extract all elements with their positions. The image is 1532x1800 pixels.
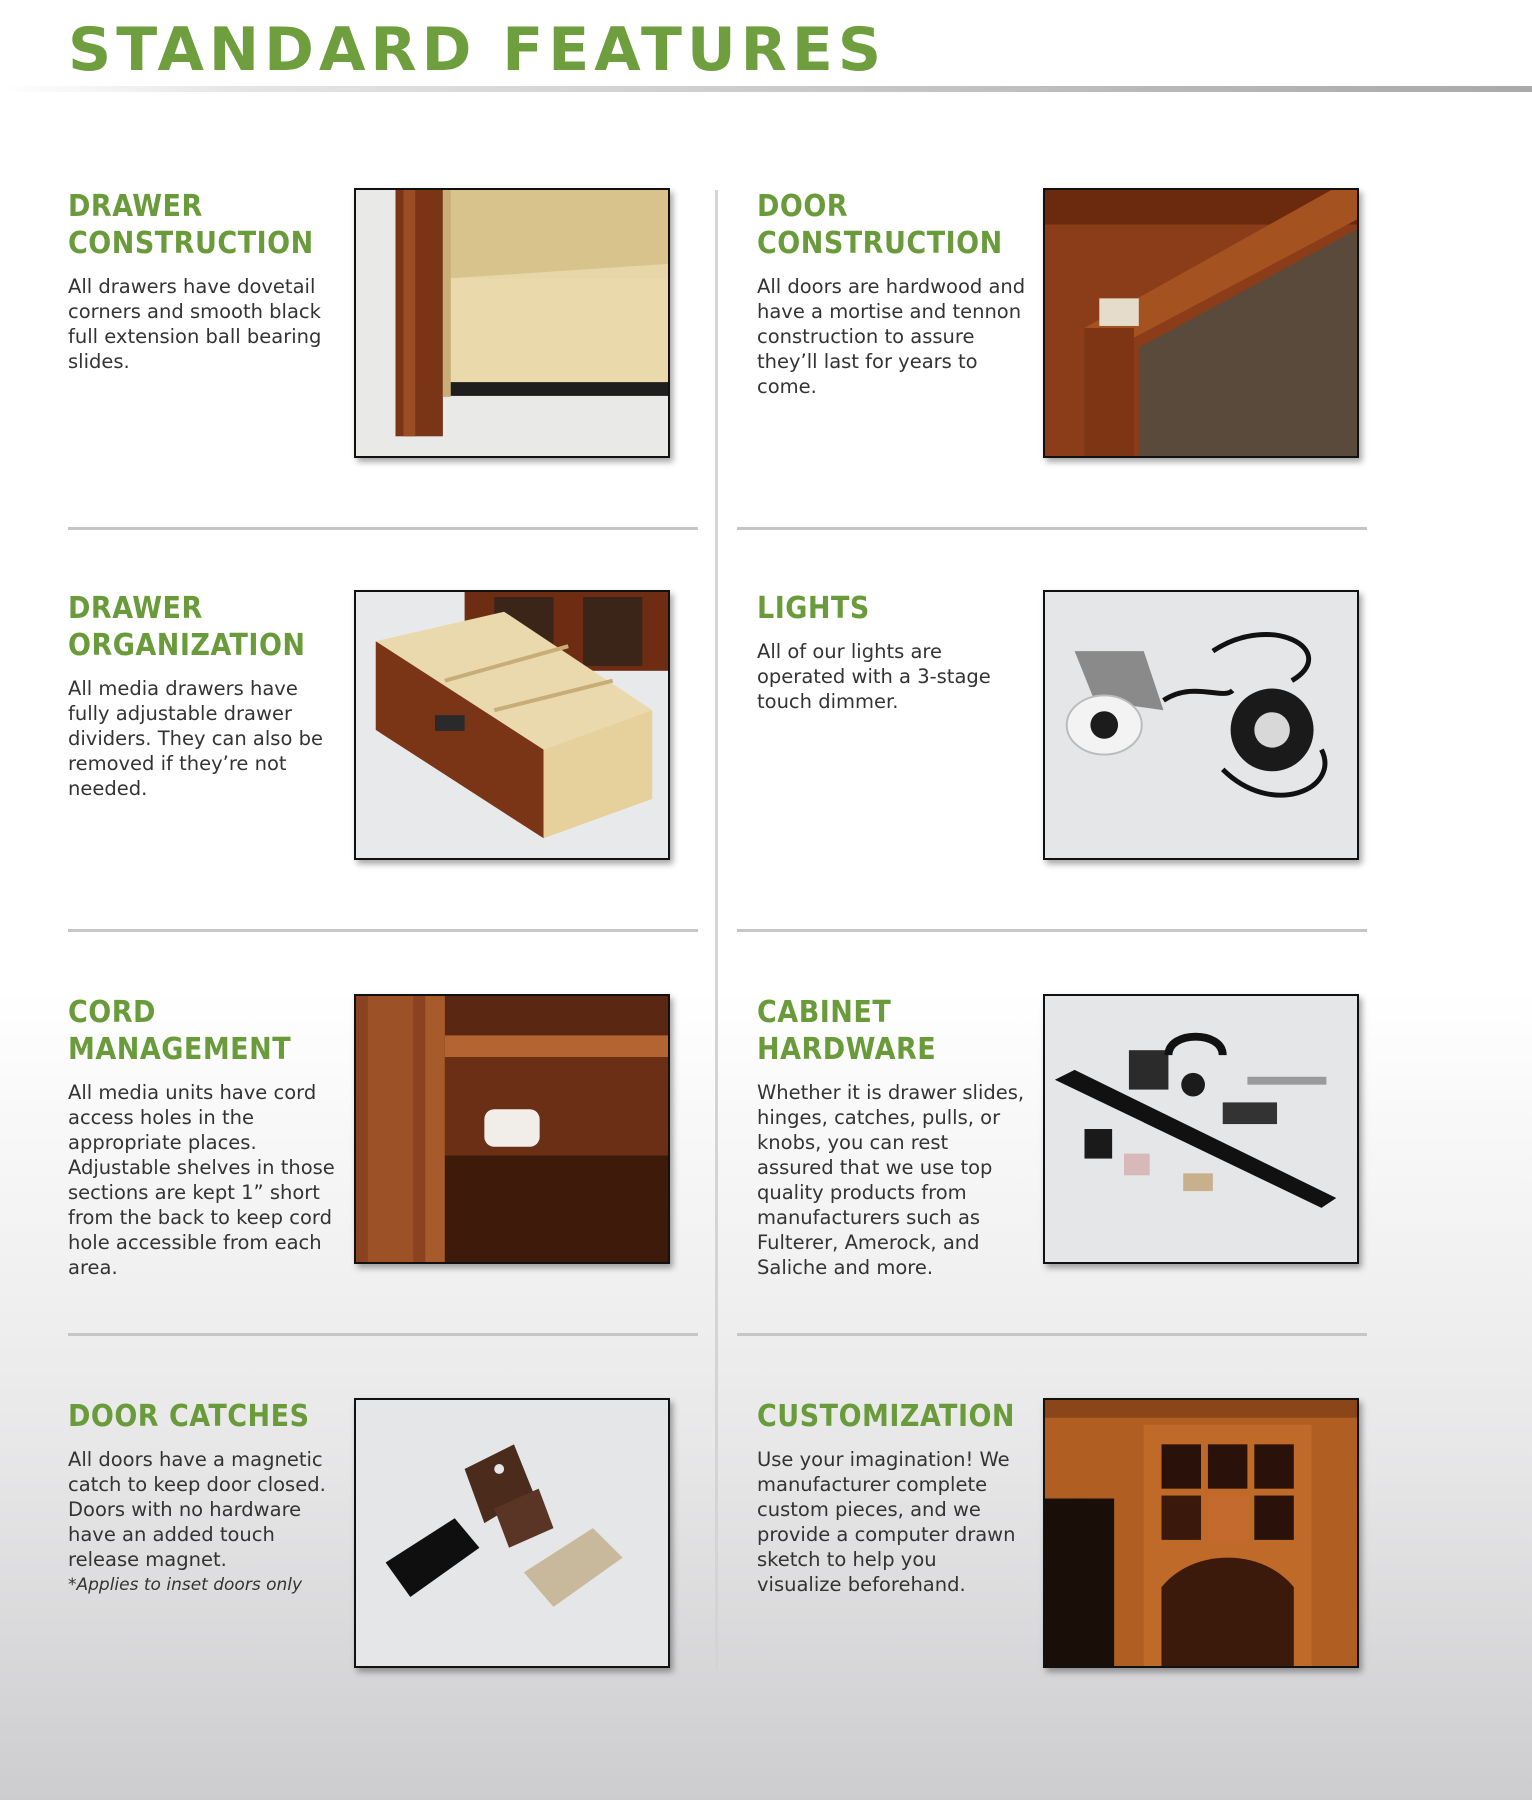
section-divider [68, 527, 698, 530]
feature-drawer-organization [68, 590, 733, 870]
footnote: *Applies to inset doors only [68, 1575, 303, 1595]
feature-heading: DOOR CATCHES [68, 1399, 310, 1434]
page-title: STANDARD FEATURES [68, 15, 887, 85]
drawer-construction-photo [354, 188, 670, 458]
drawer-organization-photo [354, 590, 670, 860]
feature-cord-management [68, 994, 733, 1279]
section-divider [68, 1333, 698, 1336]
feature-lights [757, 590, 1422, 870]
feature-description: All doors have a magnetic catch to keep door closed. Doors with no hardware have an added touch release magnet. [68, 1448, 326, 1571]
feature-customization [757, 1398, 1422, 1678]
feature-heading: CABINET HARDWARE [757, 995, 937, 1067]
feature-cabinet-hardware [757, 994, 1422, 1279]
feature-description: Whether it is drawer slides, hinges, catches, pulls, or knobs, you can rest assured that we use top quality products from manufacturers such as Fulterer, Amerock, and Saliche and more. [757, 1081, 1025, 1279]
feature-drawer-construction [68, 188, 733, 468]
feature-heading: DRAWER ORGANIZATION [68, 591, 306, 663]
feature-heading: LIGHTS [757, 591, 870, 626]
customization-photo [1043, 1398, 1359, 1668]
door-construction-photo [1043, 188, 1359, 458]
feature-door-catches [68, 1398, 733, 1678]
door-catches-photo [354, 1398, 670, 1668]
feature-description: All media drawers have fully adjustable drawer dividers. They can also be removed if they’re not needed. [68, 677, 323, 800]
feature-description: All doors are hardwood and have a mortise and tennon construction to assure they’ll last for years to come. [757, 275, 1026, 398]
cabinet-hardware-photo [1043, 994, 1359, 1264]
title-underline [0, 86, 1532, 92]
feature-description: All drawers have dovetail corners and smooth black full extension ball bearing slides. [68, 275, 322, 373]
feature-heading: CORD MANAGEMENT [68, 995, 292, 1067]
cord-management-photo [354, 994, 670, 1264]
feature-heading: CUSTOMIZATION [757, 1399, 1016, 1434]
feature-description: Use your imagination! We manufacturer complete custom pieces, and we provide a computer drawn sketch to help you visualize beforehand. [757, 1448, 1016, 1596]
feature-heading: DOOR CONSTRUCTION [757, 189, 1003, 261]
feature-description: All of our lights are operated with a 3-stage touch dimmer. [757, 640, 991, 713]
feature-heading: DRAWER CONSTRUCTION [68, 189, 314, 261]
section-divider [737, 929, 1367, 932]
lights-photo [1043, 590, 1359, 860]
section-divider [737, 1333, 1367, 1336]
section-divider [68, 929, 698, 932]
section-divider [737, 527, 1367, 530]
feature-door-construction [757, 188, 1422, 468]
feature-description: All media units have cord access holes in the appropriate places. Adjustable shelves in those sections are kept 1” short from the back to keep cord hole accessible from each area. [68, 1081, 335, 1279]
